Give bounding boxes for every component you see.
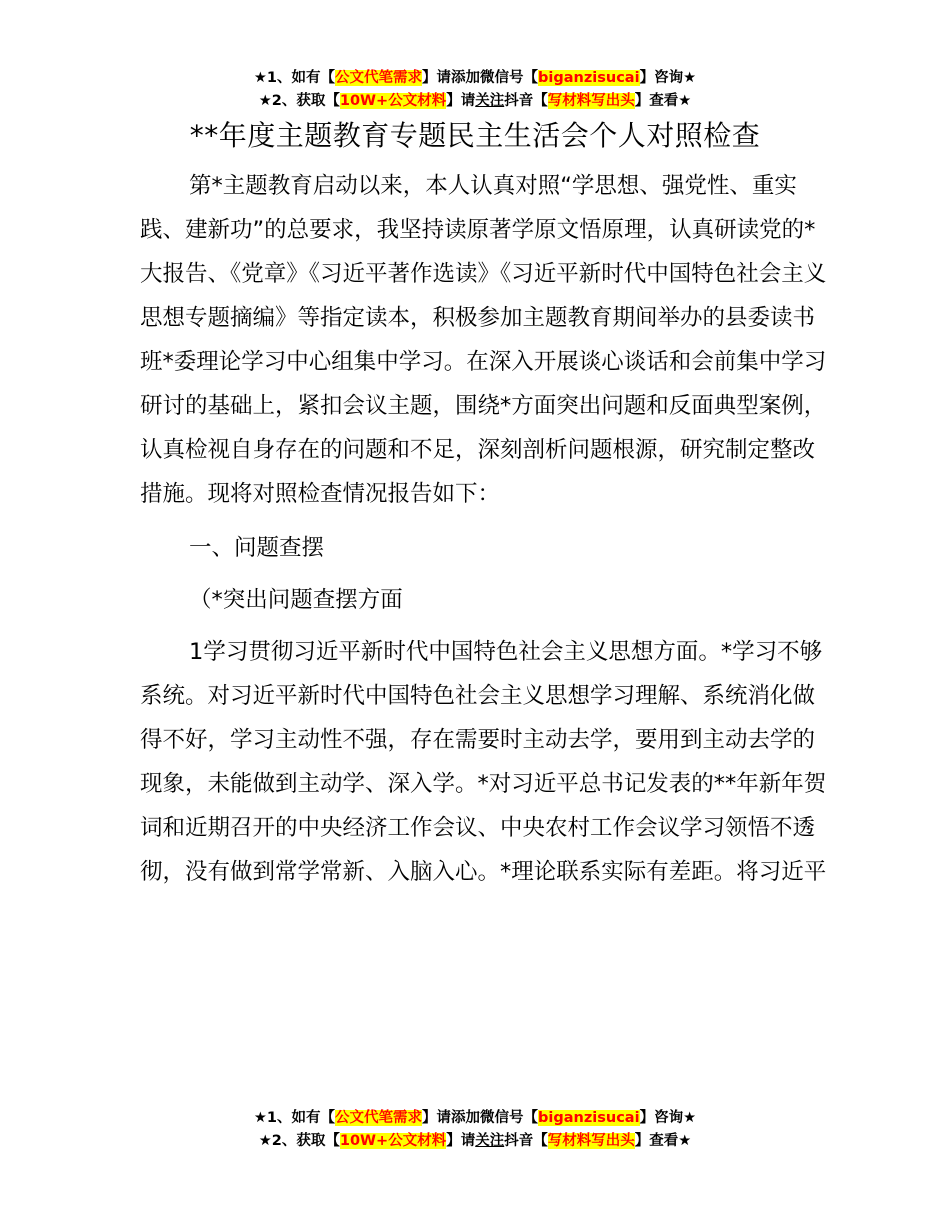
highlight-service: 公文代笔需求 [335, 1110, 423, 1126]
banner-text: ★2、获取【 [258, 1133, 340, 1149]
banner-text: 微信号【 [480, 1110, 539, 1126]
banner-text: 关注 [475, 1133, 505, 1149]
banner-line-1 [0, 67, 950, 90]
banner-text: 添加 [451, 70, 481, 86]
highlight-wechat-id: biganzisucai [538, 70, 640, 86]
banner-text: 添加 [451, 1110, 481, 1126]
banner-text: ★1、如有【 [253, 70, 336, 86]
banner-text: 微信号【 [480, 70, 539, 86]
banner-line-2 [0, 1130, 950, 1153]
highlight-service: 公文代笔需求 [335, 70, 423, 86]
section-heading: 一、问题查摆 [189, 535, 325, 561]
highlight-douyin: 写材料写出头 [547, 93, 635, 109]
banner-text: ★2、获取【 [258, 93, 340, 109]
banner-text: 】请 [422, 70, 452, 86]
banner-line-2 [0, 90, 950, 113]
intro-paragraph: 第*主题教育启动以来，本人认真对照“学思想、强党性、重实践、建新功”的总要求，我坚持读原著学原文悟原理，认真研读党的*大报告、《党章》《习近平著作选读》《习近平新时代中国特色社会主义思想专题摘编》等指定读本，积极参加主题教育期间举办的县委读书班*委理论学习中心组集中学习。在深入开展谈心谈话和会前集中学习研讨的基础上，紧扣会议主题，围绕*方面突出问题和反面典型案例，认真检视自身存在的问题和不足，深刻剖析问题根源，研究制定整改措施。现将对照检查情况报告如下： [140, 173, 827, 507]
document-title: **年度主题教育专题民主生活会个人对照检查 [189, 119, 761, 152]
banner-line-1 [0, 1107, 950, 1130]
banner-text: 】查看★ [634, 1133, 692, 1149]
header-banner [0, 67, 950, 113]
body-paragraph: 1学习贯彻习近平新时代中国特色社会主义思想方面。*学习不够系统。对习近平新时代中国特色社会主义思想学习理解、系统消化做得不好，学习主动性不强，存在需要时主动去学，要用到主动去学的现象，未能做到主动学、深入学。*对习近平总书记发表的**年新年贺词和近期召开的中央经济工作会议、中央农村工作会议学习领悟不透彻，没有做到常学常新、入脑入心。*理论联系实际有差距。将习近平 [140, 639, 827, 885]
banner-text: 抖音【 [504, 1133, 548, 1149]
banner-text: 抖音【 [504, 93, 548, 109]
subsection-heading: （*突出问题查摆方面 [189, 587, 403, 613]
banner-text: 】请 [446, 93, 476, 109]
banner-text: 】咨询★ [639, 1110, 697, 1126]
highlight-materials: 10W+公文材料 [339, 93, 447, 109]
highlight-douyin: 写材料写出头 [547, 1133, 635, 1149]
banner-text: 】请 [422, 1110, 452, 1126]
highlight-wechat-id: biganzisucai [538, 1110, 640, 1126]
banner-text: 】请 [446, 1133, 476, 1149]
footer-banner [0, 1107, 950, 1153]
highlight-materials: 10W+公文材料 [339, 1133, 447, 1149]
banner-text: ★1、如有【 [253, 1110, 336, 1126]
banner-text: 】查看★ [634, 93, 692, 109]
banner-text: 】咨询★ [639, 70, 697, 86]
banner-text: 关注 [475, 93, 505, 109]
document-body [140, 164, 830, 894]
